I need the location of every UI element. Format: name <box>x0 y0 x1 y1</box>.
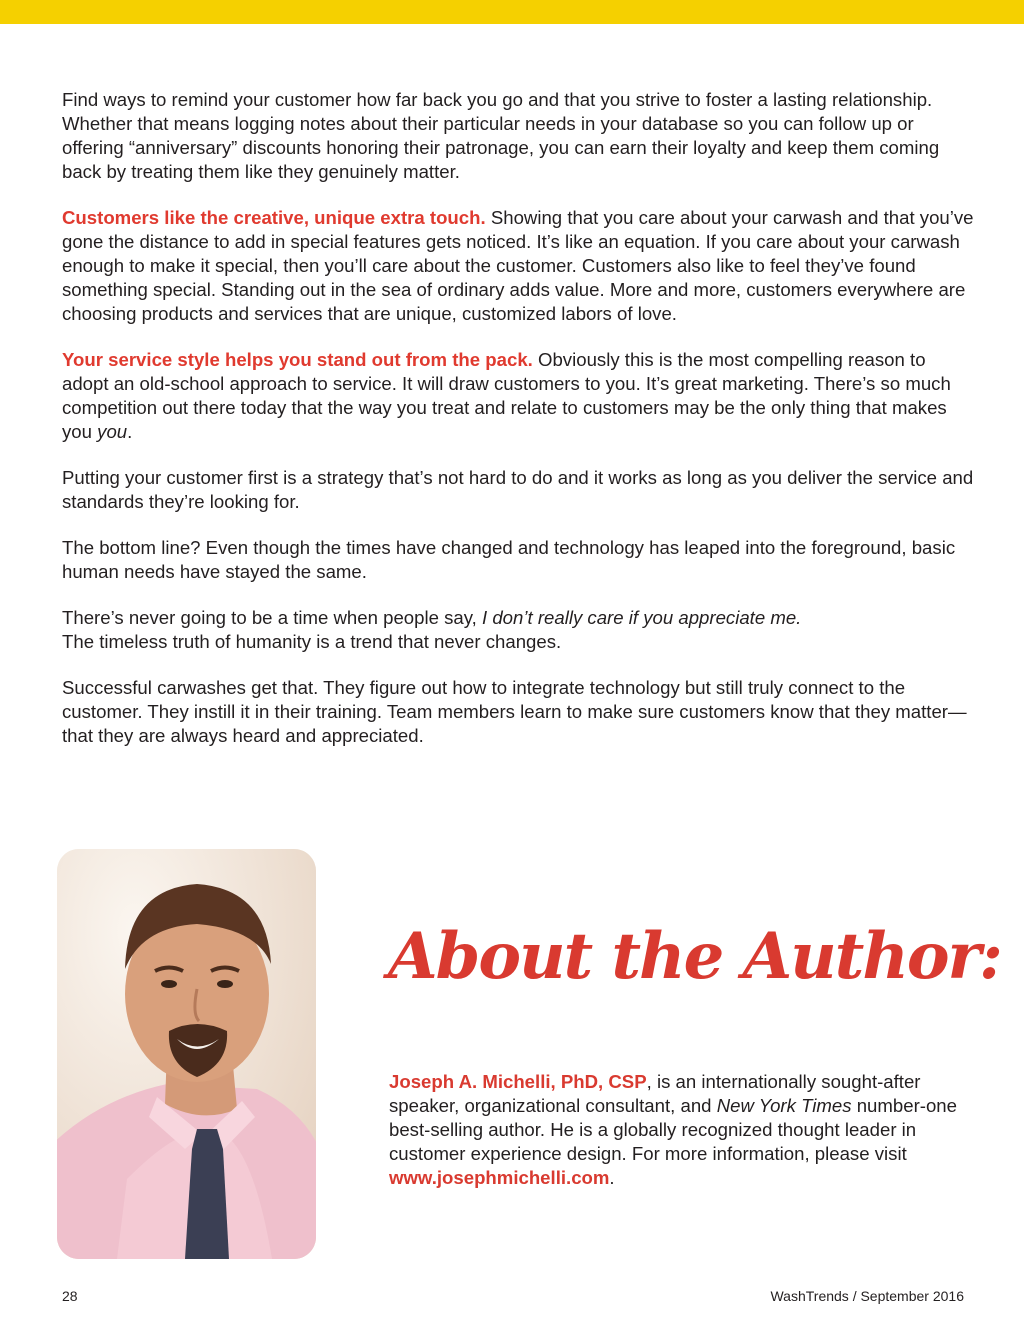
paragraph-7-text: Successful carwashes get that. They figure out how to integrate technology but still truly connect to the customer. They instill it in their training. Team members learn to make sure customers know that they matter—that they are always heard and appreciated. <box>62 677 967 746</box>
author-website-link[interactable]: www.josephmichelli.com <box>389 1167 610 1188</box>
paragraph-7 <box>62 676 974 748</box>
paragraph-3 <box>62 348 974 444</box>
top-accent-bar <box>0 0 1024 24</box>
author-bio-text-1: , is an internationally sought-after speaker, organizational consultant, and <box>389 1071 921 1116</box>
author-bio-end: . <box>609 1167 615 1188</box>
paragraph-2-lead: Customers like the creative, unique extra touch. <box>62 207 486 228</box>
paragraph-4-text: Putting your customer first is a strategy that’s not hard to do and it works as long as you deliver the service and standards they’re looking for. <box>62 467 974 512</box>
paragraph-6-italic: I don’t really care if you appreciate me. <box>482 607 802 628</box>
paragraph-5-text: The bottom line? Even though the times have changed and technology has leaped into the foreground, basic human needs have stayed the same. <box>62 537 956 582</box>
author-photo <box>57 849 316 1259</box>
paragraph-4 <box>62 466 974 514</box>
paragraph-1 <box>62 88 974 184</box>
publication-footer: WashTrends / September 2016 <box>770 1288 964 1304</box>
paragraph-1-text: Find ways to remind your customer how far back you go and that you strive to foster a lasting relationship. Whether that means logging notes about their particular needs in your database so you can follow up or offering “anniversary” discounts honoring their patronage, you can earn their loyalty and keep them coming back by treating them like they genuinely matter. <box>62 89 940 182</box>
paragraph-2-text: Showing that you care about your carwash and that you’ve gone the distance to add in special features gets noticed. It’s like an equation. If you care about your carwash enough to make it special, then you’ll care about the customer. Customers also like to feel they’ve found something special. Standing out in the sea of ordinary adds value. More and more, customers everywhere are choosing products and services that are unique, customized labors of love. <box>62 207 974 324</box>
author-name: Joseph A. Michelli, PhD, CSP <box>389 1071 647 1092</box>
paragraph-3-end: . <box>127 421 133 442</box>
author-portrait-illustration <box>57 849 316 1259</box>
author-bio-italic: New York Times <box>716 1095 852 1116</box>
author-bio <box>389 1070 979 1190</box>
paragraph-6 <box>62 606 974 654</box>
paragraph-5 <box>62 536 974 584</box>
page-number: 28 <box>62 1288 78 1304</box>
paragraph-2 <box>62 206 974 326</box>
about-the-author-heading: About the Author: <box>388 919 1001 994</box>
paragraph-3-text: Obviously this is the most compelling reason to adopt an old-school approach to service. It will draw customers to you. It’s great marketing. There’s so much competition out there today that the way you treat and relate to customers may be the only thing that makes you <box>62 349 951 442</box>
paragraph-3-lead: Your service style helps you stand out from the pack. <box>62 349 533 370</box>
article-body <box>62 88 974 770</box>
paragraph-3-italic: you <box>97 421 128 442</box>
author-bio-text-2: number-one best-selling author. He is a globally recognized thought leader in customer experience design. For more information, please visit <box>389 1095 957 1164</box>
paragraph-6-line-2: The timeless truth of humanity is a trend that never changes. <box>62 631 562 652</box>
paragraph-6-text: There’s never going to be a time when people say, <box>62 607 482 628</box>
